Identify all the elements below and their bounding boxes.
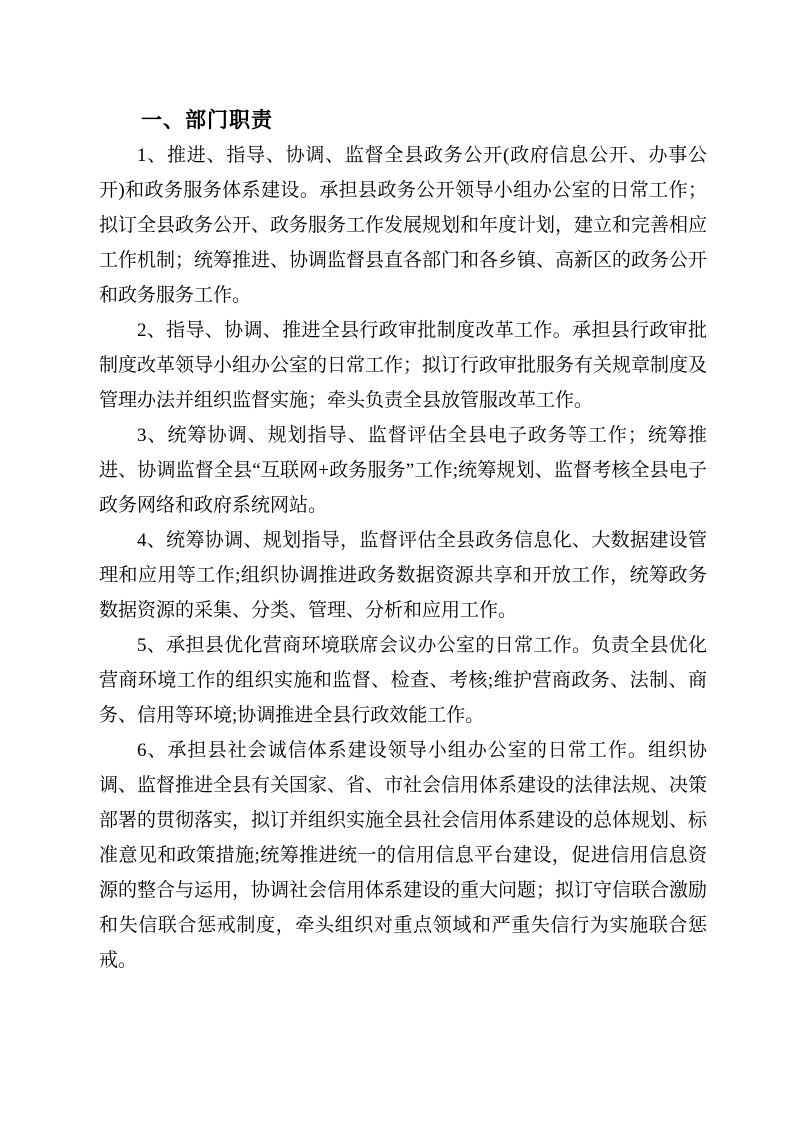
paragraph-duty-4: 4、统筹协调、规划指导，监督评估全县政务信息化、大数据建设管理和应用等工作;组织协调推进政务数据资源共享和开放工作，统筹政务数据资源的采集、分类、管理、分析和应用工作。 [99, 530, 707, 621]
paragraph-duty-5: 5、承担县优化营商环境联席会议办公室的日常工作。负责全县优化营商环境工作的组织实施和监督、检查、考核;维护营商政务、法制、商务、信用等环境;协调推进全县行政效能工作。 [99, 635, 707, 726]
paragraph-duty-6: 6、承担县社会诚信体系建设领导小组办公室的日常工作。组织协调、监督推进全县有关国家、省、市社会信用体系建设的法律法规、决策部署的贯彻落实，拟订并组织实施全县社会信用体系建设的总体规划、标准意见和政策措施;统筹推进统一的信用信息平台建设，促进信用信息资源的整合与运用，协调社会信用体系建设的重大问题；拟订守信联合激励和失信联合惩戒制度，牵头组织对重点领域和严重失信行为实施联合惩戒。 [99, 740, 708, 971]
section-title: 一、部门职责 [141, 109, 273, 132]
paragraph-duty-3: 3、统筹协调、规划指导、监督评估全县电子政务等工作；统筹推进、协调监督全县“互联网+政务服务”工作;统筹规划、监督考核全县电子政务网络和政府系统网站。 [99, 425, 707, 516]
paragraph-duty-2: 2、指导、协调、推进全县行政审批制度改革工作。承担县行政审批制度改革领导小组办公室的日常工作；拟订行政审批服务有关规章制度及管理办法并组织监督实施；牵头负责全县放管服改革工作。 [99, 320, 708, 411]
document-content [99, 103, 707, 978]
paragraph-duty-1: 1、推进、指导、协调、监督全县政务公开(政府信息公开、办事公开)和政务服务体系建设。承担县政务公开领导小组办公室的日常工作；拟订全县政务公开、政务服务工作发展规划和年度计划，建立和完善相应工作机制；统筹推进、协调监督县直各部门和各乡镇、高新区的政务公开和政务服务工作。 [99, 145, 708, 306]
